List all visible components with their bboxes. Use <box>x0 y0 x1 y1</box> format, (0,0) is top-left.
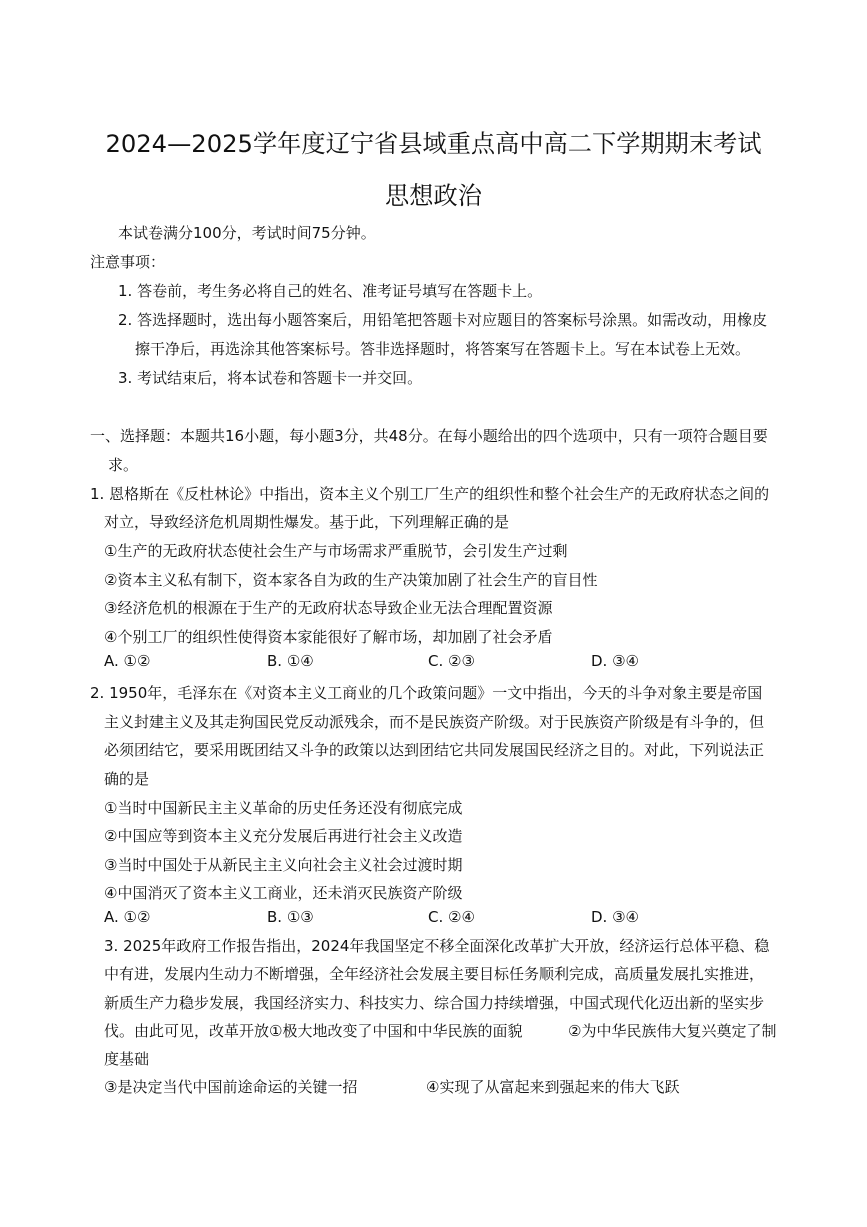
q3-stem-line-3: 新质生产力稳步发展，我国经济实力、科技实力、综合国力持续增强，中国式现代化迈出新的坚实步 <box>104 994 765 1012</box>
section-heading-line-1: 一、选择题：本题共16小题，每小题3分，共48分。在每小题给出的四个选项中，只有一项符合题目要 <box>90 427 768 445</box>
q1-statement-2: ②资本主义私有制下，资本家各自为政的生产决策加剧了社会生产的盲目性 <box>104 571 598 589</box>
section-heading-line-2: 求。 <box>108 456 139 474</box>
q2-statement-1: ①当时中国新民主主义革命的历史任务还没有彻底完成 <box>104 799 463 817</box>
q1-stem-line-2: 对立，导致经济危机周期性爆发。基于此，下列理解正确的是 <box>104 513 510 531</box>
q3-stem-line-2: 中有进，发展内生动力不断增强，全年经济社会发展主要目标任务顺利完成，高质量发展扎实推进， <box>104 965 765 983</box>
q2-choice-b: B. ①③ <box>267 908 314 926</box>
q2-statement-3: ③当时中国处于从新民主主义向社会主义社会过渡时期 <box>104 856 463 874</box>
q2-stem-line-4: 确的是 <box>104 770 150 788</box>
q3-stem-line-4a: 伐。由此可见，改革开放①极大地改变了中国和中华民族的面貌 <box>104 1022 523 1040</box>
q1-choice-d: D. ③④ <box>591 652 639 670</box>
notice-item-2-line-1: 2. 答选择题时，选出每小题答案后，用铅笔把答题卡对应题目的答案标号涂黑。如需改动，用橡皮 <box>118 311 768 329</box>
q2-stem-line-2: 主义封建主义及其走狗国民党反动派残余，而不是民族资产阶级。对于民族资产阶级是有斗争的，但 <box>104 713 765 731</box>
exam-title: 2024—2025学年度辽宁省县域重点高中高二下学期期末考试 <box>105 130 762 158</box>
q2-choice-c: C. ②④ <box>428 908 475 926</box>
q3-statement-4: ④实现了从富起来到强起来的伟大飞跃 <box>426 1078 680 1096</box>
notice-item-2-line-2: 擦干净后，再选涂其他答案标号。答非选择题时，将答案写在答题卡上。写在本试卷上无效。 <box>135 340 751 358</box>
q1-choice-a: A. ①② <box>104 652 151 670</box>
q2-choice-d: D. ③④ <box>591 908 639 926</box>
notice-item-1: 1. 答卷前，考生务必将自己的姓名、准考证号填写在答题卡上。 <box>118 282 543 300</box>
q2-stem-line-3: 必须团结它，要采用既团结又斗争的政策以达到团结它共同发展国民经济之目的。对此，下列说法正 <box>104 741 765 759</box>
q2-choice-a: A. ①② <box>104 908 151 926</box>
q3-stem-line-1: 3. 2025年政府工作报告指出，2024年我国坚定不移全面深化改革扩大开放，经济运行总体平稳、稳 <box>104 937 770 955</box>
q1-choice-c: C. ②③ <box>428 652 475 670</box>
intro-text: 本试卷满分100分，考试时间75分钟。 <box>118 224 376 242</box>
subject-title: 思想政治 <box>385 182 482 210</box>
notice-item-3: 3. 考试结束后，将本试卷和答题卡一并交回。 <box>118 369 423 387</box>
notice-heading: 注意事项： <box>90 253 166 271</box>
q2-stem-line-1: 2. 1950年，毛泽东在《对资本主义工商业的几个政策问题》一文中指出，今天的斗争对象主要是帝国 <box>90 684 763 702</box>
q1-statement-3: ③经济危机的根源在于生产的无政府状态导致企业无法合理配置资源 <box>104 599 553 617</box>
q1-statement-4: ④个别工厂的组织性使得资本家能很好了解市场，却加剧了社会矛盾 <box>104 628 553 646</box>
q1-choice-b: B. ①④ <box>267 652 314 670</box>
q1-stem-line-1: 1. 恩格斯在《反杜林论》中指出，资本主义个别工厂生产的组织性和整个社会生产的无政府状态之间的 <box>90 485 770 503</box>
q3-statement-3: ③是决定当代中国前途命运的关键一招 <box>104 1078 358 1096</box>
q2-statement-4: ④中国消灭了资本主义工商业，还未消灭民族资产阶级 <box>104 884 463 902</box>
q1-statement-1: ①生产的无政府状态使社会生产与市场需求严重脱节，会引发生产过剩 <box>104 542 568 560</box>
q3-stem-line-5: 度基础 <box>104 1050 150 1068</box>
q2-statement-2: ②中国应等到资本主义充分发展后再进行社会主义改造 <box>104 827 463 845</box>
q3-statement-2: ②为中华民族伟大复兴奠定了制 <box>568 1022 777 1040</box>
